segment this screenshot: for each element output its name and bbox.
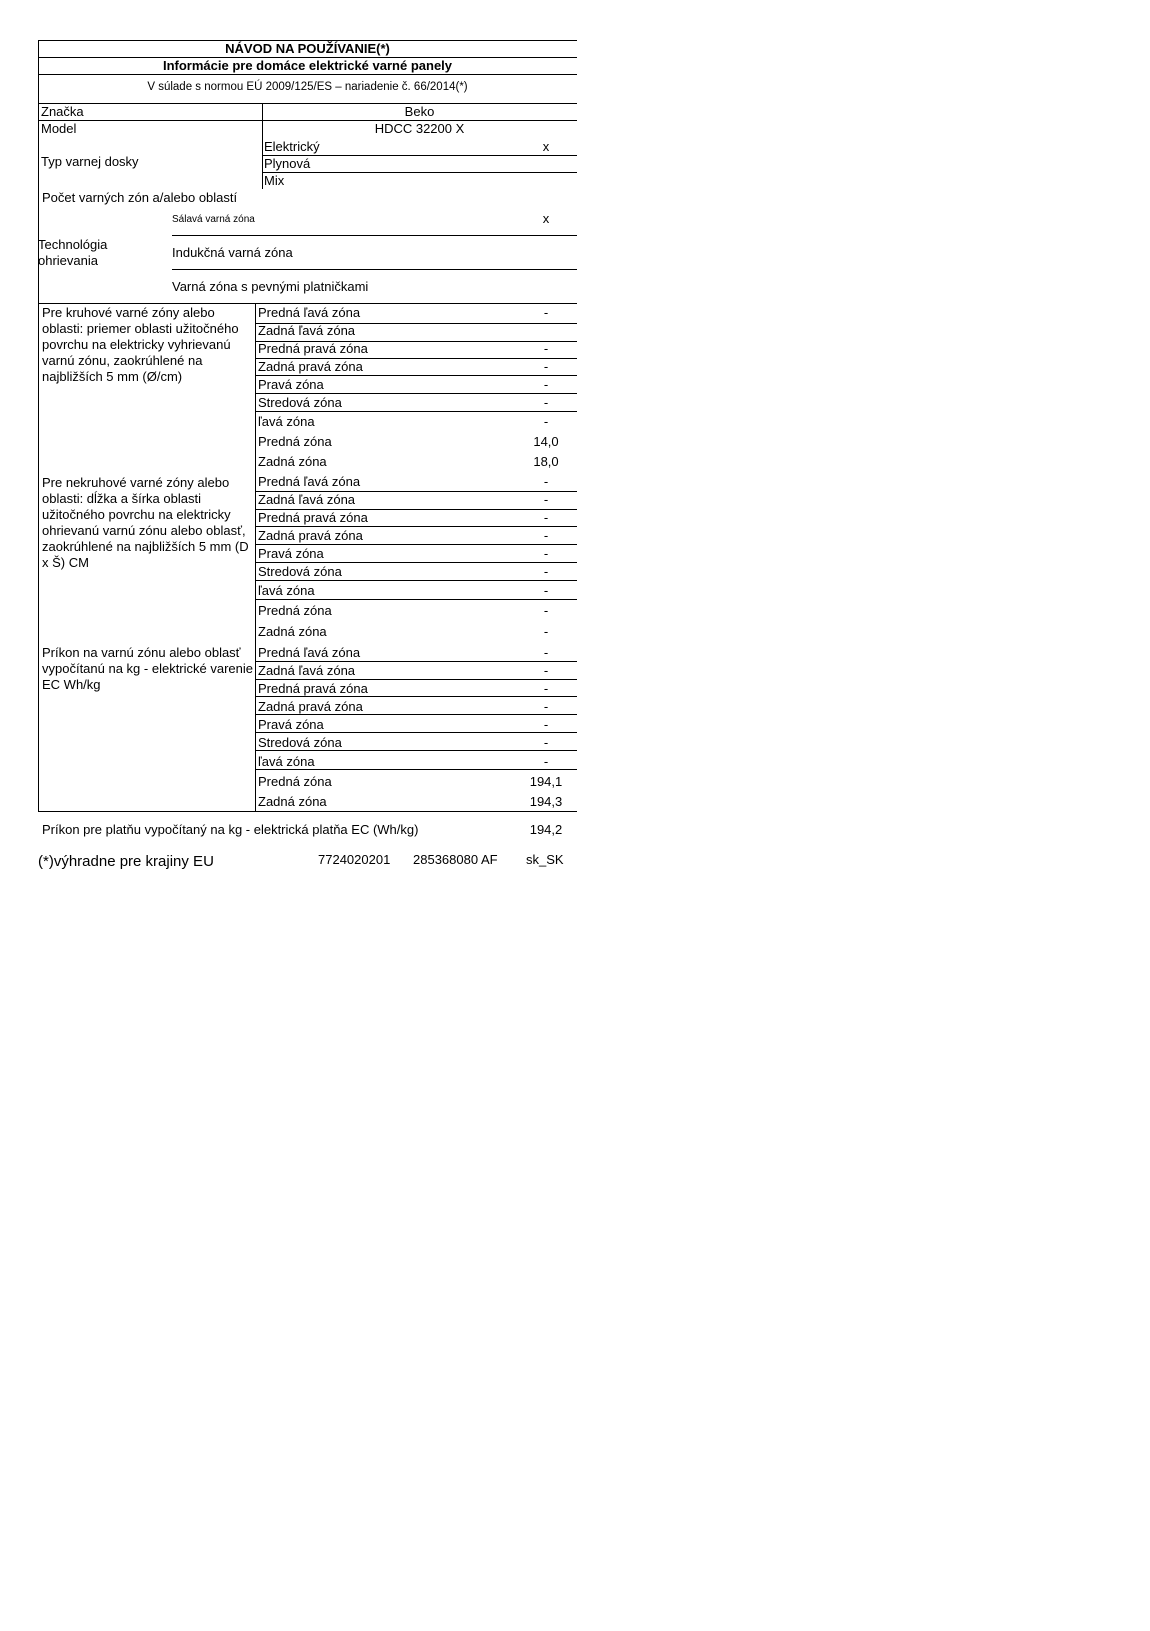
zone-name: Zadná ľavá zóna [258, 492, 356, 507]
zone-name: Pravá zóna [258, 717, 324, 732]
heating-tech-option: Sálavá varná zóna [172, 214, 255, 225]
zone-name: Predná ľavá zóna [258, 305, 361, 320]
footer-locale: sk_SK [526, 852, 564, 867]
heating-tech-label: Technológia ohrievania [38, 237, 108, 268]
heating-tech-mark: x [542, 211, 550, 226]
zone-name: Predná zóna [258, 434, 332, 449]
zone-name: Zadná ľavá zóna [258, 663, 356, 678]
zone-name: Predná pravá zóna [258, 681, 368, 696]
zone-name: Zadná zóna [258, 794, 327, 809]
round-zones-label: Pre kruhové varné zóny alebo oblasti: priemer oblasti užitočného povrchu na elektricky vyhrievanú varnú zónu, zaokrúhlené na najbližších 5 mm (Ø/cm) [42, 305, 239, 384]
footer-note: (*)výhradne pre krajiny EU [38, 853, 214, 870]
zone-value: - [543, 341, 549, 356]
zone-name: Predná zóna [258, 603, 332, 618]
zone-name: Pravá zóna [258, 377, 324, 392]
zone-name: Stredová zóna [258, 395, 342, 410]
document-subtitle: Informácie pre domáce elektrické varné panely [162, 58, 453, 73]
zone-name: Zadná pravá zóna [258, 359, 363, 374]
zone-name: Zadná ľavá zóna [258, 323, 356, 338]
zone-name: ľavá zóna [258, 583, 315, 598]
zone-value: - [543, 492, 549, 507]
heating-tech-option: Indukčná varná zóna [172, 245, 293, 260]
zone-name: Stredová zóna [258, 735, 342, 750]
zone-value: - [543, 624, 549, 639]
zone-name: Pravá zóna [258, 546, 324, 561]
zone-value: - [543, 663, 549, 678]
zone-value: - [543, 603, 549, 618]
zone-value: 194,1 [529, 774, 563, 789]
zone-name: Zadná pravá zóna [258, 699, 363, 714]
zone-name: ľavá zóna [258, 414, 315, 429]
zone-name: Predná pravá zóna [258, 341, 368, 356]
footer-code: 7724020201 [318, 852, 391, 867]
zone-value: - [543, 474, 549, 489]
zone-name: Stredová zóna [258, 564, 342, 579]
zones-count-label: Počet varných zón a/alebo oblastí [42, 190, 238, 205]
zone-value: - [543, 717, 549, 732]
zone-value: - [543, 377, 549, 392]
zone-name: Predná pravá zóna [258, 510, 368, 525]
zone-value: - [543, 395, 549, 410]
zone-value: - [543, 699, 549, 714]
zone-value: - [543, 564, 549, 579]
nonround-zones-label: Pre nekruhové varné zóny alebo oblasti: dĺžka a šírka oblasti užitočného povrchu na elektricky ohrievanú varnú zónu alebo oblasť, zaokrúhlené na najbližších 5 mm (D x Š) CM [42, 475, 249, 570]
zone-name: Predná ľavá zóna [258, 474, 361, 489]
model-value: HDCC 32200 X [374, 121, 465, 136]
zone-value: - [543, 510, 549, 525]
zone-value: 194,3 [529, 794, 563, 809]
zone-value: - [543, 645, 549, 660]
zone-name: Predná zóna [258, 774, 332, 789]
regulation-text: V súlade s normou EÚ 2009/125/ES – nariadenie č. 66/2014(*) [147, 81, 468, 93]
footer-code: 285368080 AF [413, 852, 498, 867]
zone-name: Zadná zóna [258, 454, 327, 469]
heating-tech-option: Varná zóna s pevnými platničkami [172, 279, 369, 294]
hob-type-mark: x [542, 139, 550, 154]
document-title: NÁVOD NA POUŽÍVANIE(*) [225, 41, 390, 56]
zone-value: - [543, 528, 549, 543]
zone-value: - [543, 359, 549, 374]
zone-value: - [543, 754, 549, 769]
zone-value: - [543, 681, 549, 696]
hob-type-option: Plynová [264, 156, 311, 171]
zone-value: - [543, 583, 549, 598]
zone-value: 14,0 [533, 434, 559, 449]
zone-name: Predná ľavá zóna [258, 645, 361, 660]
zone-name: ľavá zóna [258, 754, 315, 769]
total-label: Príkon pre platňu vypočítaný na kg - elektrická platňa EC (Wh/kg) [42, 822, 419, 837]
zone-value: - [543, 735, 549, 750]
zone-name: Zadná pravá zóna [258, 528, 363, 543]
zone-value: - [543, 546, 549, 561]
power-zones-label: Príkon na varnú zónu alebo oblasť vypočítanú na kg - elektrické varenie EC Wh/kg [42, 645, 253, 692]
zone-value: - [543, 305, 549, 320]
model-label: Model [41, 121, 77, 136]
hob-type-label: Typ varnej dosky [41, 154, 139, 169]
zone-name: Zadná zóna [258, 624, 327, 639]
hob-type-option: Mix [264, 173, 285, 188]
zone-value: 18,0 [533, 454, 559, 469]
hob-type-option: Elektrický [264, 139, 320, 154]
total-value: 194,2 [529, 822, 563, 837]
brand-value: Beko [404, 104, 435, 119]
zone-value: - [543, 414, 549, 429]
brand-label: Značka [41, 104, 84, 119]
